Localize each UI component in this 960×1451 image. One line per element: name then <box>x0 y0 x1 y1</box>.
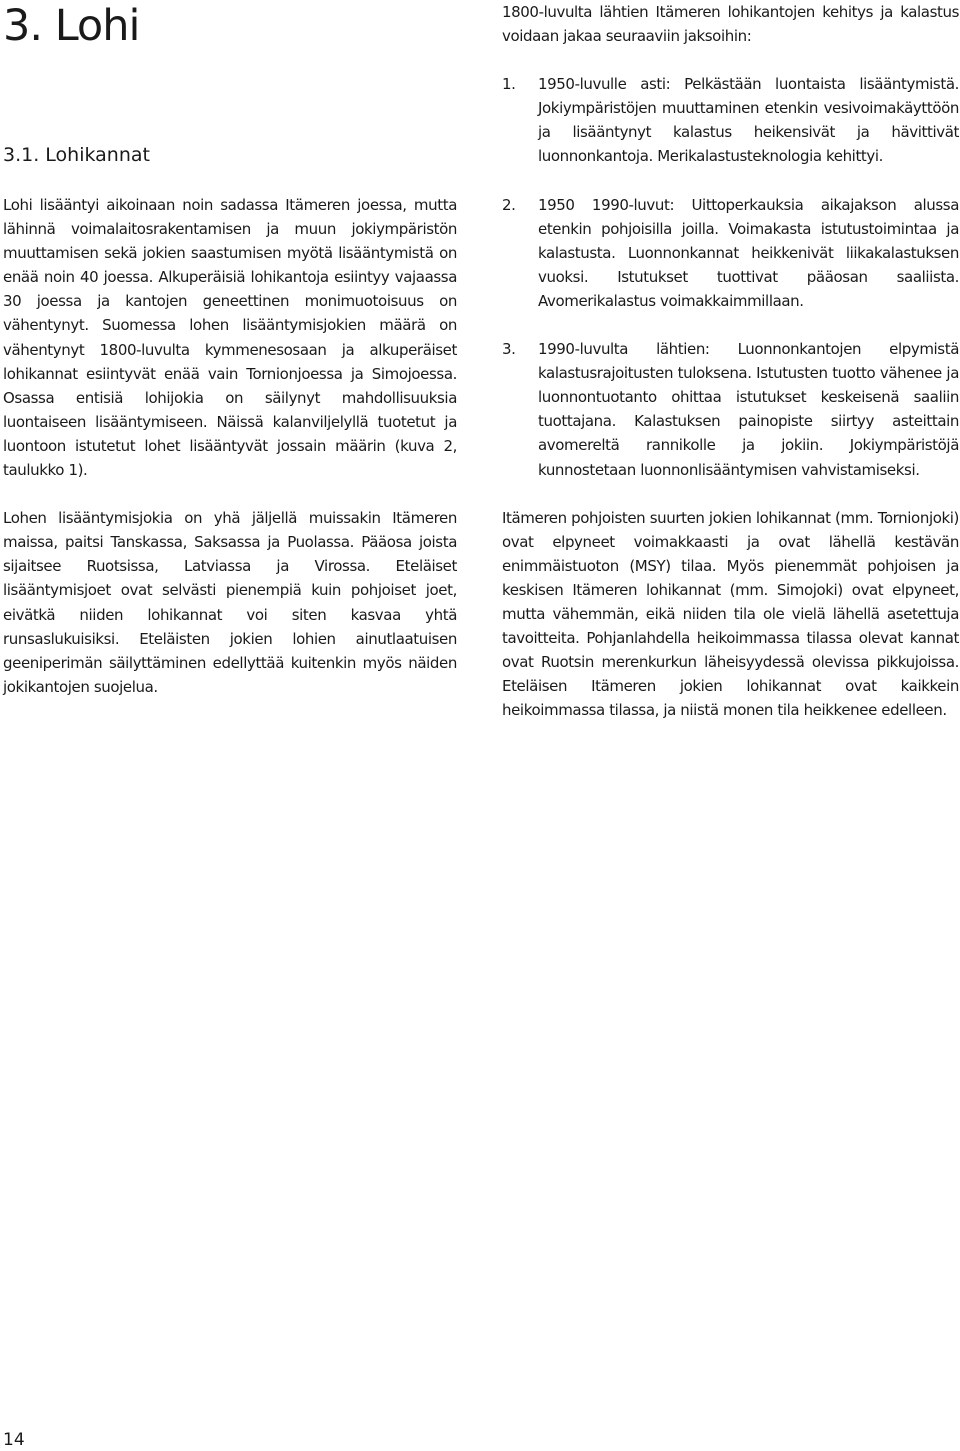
body-paragraph: Lohen lisääntymisjokia on yhä jäljellä muissakin Itämeren maissa, paitsi Tanskassa, Saksassa ja Puolassa. Pääosa joista sijaitsee Ruotsissa, Latviassa ja Virossa. Eteläiset lisääntymisjoet ovat selvästi pienempiä kuin pohjoiset joet, eivätkä niiden lohikannat voi siten kasvaa yhtä runsaslukuisiksi. Eteläisten jokien lohien ainutlaatuisen geeniperimän säilyttäminen edellyttää kuitenkin myös näiden jokikantojen suojelua. <box>3 509 457 696</box>
page-number: 14 <box>3 1430 25 1450</box>
section-title: 3.1. Lohikannat <box>3 144 150 166</box>
periods-list <box>502 72 959 481</box>
period-number: 2. <box>502 195 516 214</box>
period-item <box>502 337 959 482</box>
chapter-title: 3. Lohi <box>3 1 140 51</box>
periods-intro: 1800-luvulta lähtien Itämeren lohikantojen kehitys ja kalastus voidaan jakaa seuraaviin jaksoihin: <box>502 3 959 46</box>
body-paragraph: Itämeren pohjoisten suurten jokien lohikannat (mm. Tornionjoki) ovat elpyneet voimakkaasti ja ovat lähellä kestävän enimmäistuoton (MSY) tilaa. Myös pienemmät pohjoisen ja keskisen Itämeren lohikannat (mm. Simojoki) ovat elpyneet, mutta vähemmän, eikä niiden tila ole vielä lähellä asetettuja tavoitteita. Pohjanlahdella heikoimmassa tilassa olevat kannat ovat Ruotsin merenkurkun läheisyydessä olevissa pikkujoissa. Eteläisen Itämeren jokien lohikannat ovat kaikkein heikoimmassa tilassa, ja niistä monen tila heikkenee edelleen. <box>502 508 959 720</box>
period-number: 1. <box>502 75 516 94</box>
period-text: 1950 1990-luvut: Uittoperkauksia aikajakson alussa etenkin pohjoisilla joilla. Voimakasta istutustoimintaa ja kalastusta. Luonnonkannat heikkenivät liikakalastuksen vuoksi. Istutukset tuottivat pääosan saaliista. Avomerikalastus voimakkaimmillaan. <box>538 195 959 310</box>
period-item <box>502 72 959 168</box>
period-number: 3. <box>502 340 516 359</box>
right-column <box>502 0 959 722</box>
period-text: 1990-luvulta lähtien: Luonnonkantojen elpymistä kalastusrajoitusten tuloksena. Istutusten tuotto vähenee ja luonnontuotanto ohittaa istutukset keskeisenä saaliin tuottajana. Kalastuksen painopiste siirtyy asteittain avomereltä rannikolle ja jokiin. Jokiympäristöjä kunnostetaan luonnonlisääntymisen vahvistamiseksi. <box>538 340 959 479</box>
period-text: 1950-luvulle asti: Pelkästään luontaista lisääntymistä. Jokiympäristöjen muuttaminen etenkin vesivoimakäyttöön ja lisääntynyt kalastus heikensivät ja hävittivät luonnonkantoja. Merikalastusteknologia kehittyi. <box>538 75 959 166</box>
left-column <box>3 193 457 699</box>
period-item <box>502 193 959 313</box>
body-paragraph: Lohi lisääntyi aikoinaan noin sadassa Itämeren joessa, mutta lähinnä voimalaitosrakentamisen ja muun jokiympäristön muuttamisen sekä jokien saastumisen myötä lisääntymistä on enää noin 40 joessa. Alkuperäisiä lohikantoja esiintyy vajaassa 30 joessa ja kantojen geneettinen monimuotoisuus on vähentynyt. Suomessa lohen lisääntymisjokien määrä on vähentynyt 1800-luvulta kymmenesosaan ja alkuperäiset lohikannat esiintyvät enää vain Tornionjoessa ja Simojoessa. Osassa entisiä lohijokia on säilynyt mahdollisuuksia luontaiseen lisääntymiseen. Näissä kalanviljelyllä tuotetut ja luontoon istutetut lohet lisääntyvät jossain määrin (kuva 2, taulukko 1). <box>3 196 457 480</box>
